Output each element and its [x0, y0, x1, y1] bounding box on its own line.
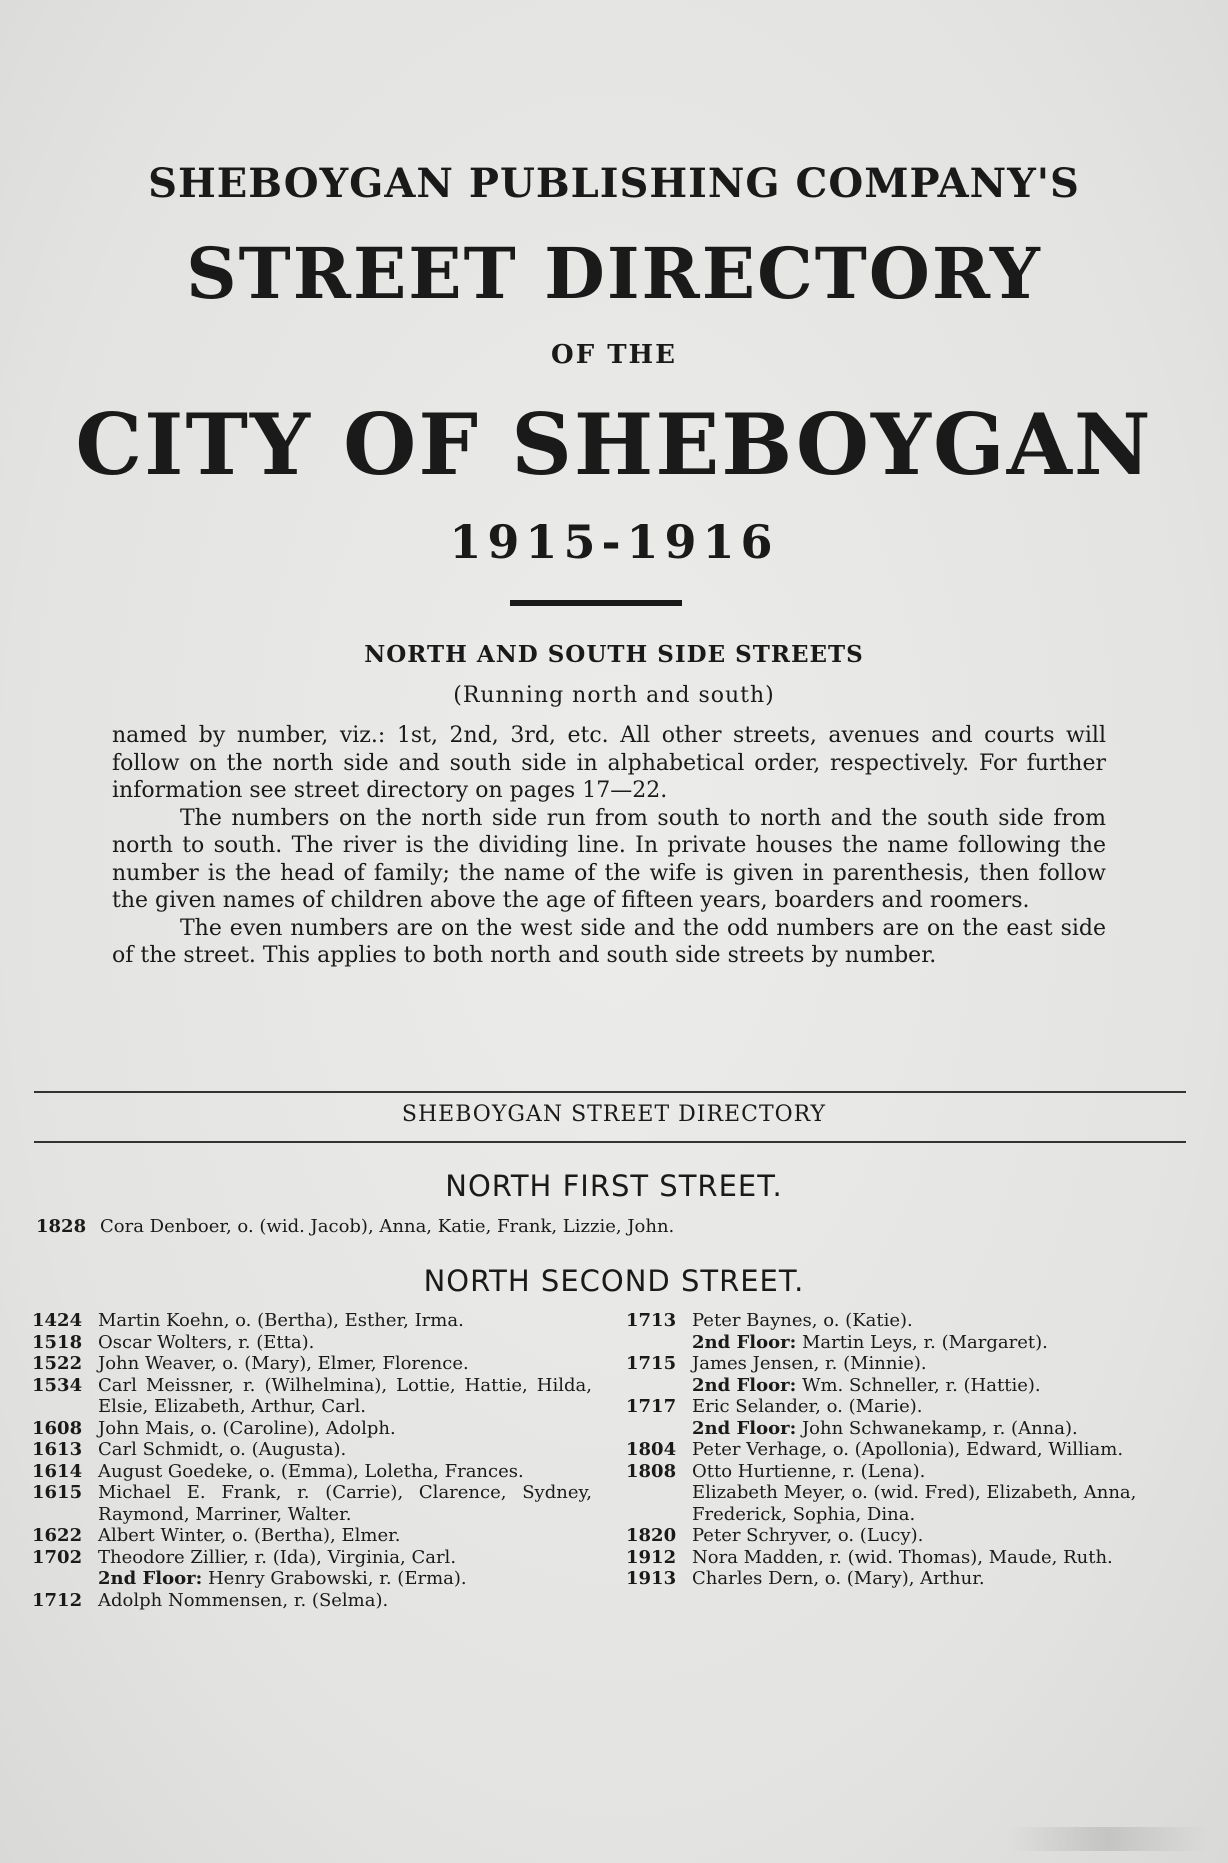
directory-entry	[626, 1525, 1186, 1547]
floor-label: 2nd Floor:	[692, 1417, 797, 1439]
continuation-entry: Elizabeth Meyer, o. (wid. Fred), Elizabeth, Anna, Frederick, Sophia, Dina.	[692, 1482, 1137, 1525]
directory-entry	[32, 1461, 592, 1483]
house-number: 1534	[32, 1374, 83, 1396]
years-title: 1915-1916	[449, 515, 779, 569]
resident-text: Albert Winter, o. (Bertha), Elmer.	[98, 1525, 401, 1546]
house-number: 1715	[626, 1353, 677, 1374]
house-number: 1518	[32, 1331, 83, 1353]
house-number: 1622	[32, 1525, 83, 1546]
intro-paragraph-3: The even numbers are on the west side and the odd numbers are on the east side of the street. This applies to both north and south side streets by number.	[112, 915, 1106, 968]
intro-paragraph-2: The numbers on the north side run from south to north and the south side from north to south. The river is the dividing line. In private houses the name following the number is the head of family; the name of the wife is given in parenthesis, then follow the given names of children above the age of fifteen years, boarders and roomers.	[112, 805, 1106, 913]
resident-text: Otto Hurtienne, r. (Lena).	[692, 1460, 926, 1482]
running-head-bottom-rule	[34, 1141, 1186, 1143]
house-number: 1615	[32, 1482, 83, 1503]
floor-entry	[626, 1375, 1186, 1397]
resident-text: Carl Schmidt, o. (Augusta).	[98, 1439, 347, 1460]
north-second-left-column	[32, 1310, 592, 1611]
section-header-subtitle: (Running north and south)	[453, 683, 775, 708]
directory-entry	[32, 1439, 592, 1461]
directory-entry	[32, 1375, 592, 1418]
directory-entry	[626, 1353, 1186, 1375]
resident-text: Peter Schryver, o. (Lucy).	[692, 1525, 924, 1546]
resident-text: Martin Koehn, o. (Bertha), Esther, Irma.	[98, 1310, 464, 1331]
house-number: 1613	[32, 1439, 83, 1460]
north-second-street-heading: NORTH SECOND STREET.	[423, 1264, 805, 1298]
intro-paragraph-1: named by number, viz.: 1st, 2nd, 3rd, etc. All other streets, avenues and courts will follow on the north side and south side in alphabetical order, respectively. For further information see street directory on pages 17—22.	[112, 723, 1106, 803]
house-number: 1713	[626, 1310, 677, 1331]
resident-text: Charles Dern, o. (Mary), Arthur.	[692, 1568, 985, 1589]
house-number: 1820	[626, 1525, 677, 1546]
directory-entry	[36, 1216, 1186, 1237]
house-number: 1712	[32, 1589, 83, 1611]
floor-label: 2nd Floor:	[692, 1374, 797, 1396]
north-first-street-heading: NORTH FIRST STREET.	[445, 1169, 783, 1203]
resident-text: Carl Meissner, r. (Wilhelmina), Lottie, Hattie, Hilda, Elsie, Elizabeth, Arthur, Carl.	[98, 1374, 592, 1417]
resident-text: August Goedeke, o. (Emma), Loletha, Frances.	[98, 1460, 524, 1482]
resident-text: James Jensen, r. (Minnie).	[692, 1353, 927, 1374]
floor-label: 2nd Floor:	[98, 1568, 203, 1589]
title-divider	[510, 600, 682, 606]
resident-text: Martin Leys, r. (Margaret).	[801, 1331, 1048, 1353]
running-head-top-rule	[34, 1091, 1186, 1093]
house-number: 1804	[626, 1439, 677, 1460]
house-number: 1608	[32, 1417, 83, 1439]
house-number: 1828	[36, 1216, 87, 1237]
publisher-title: SHEBOYGAN PUBLISHING COMPANY'S	[148, 160, 1080, 207]
directory-entry	[32, 1547, 592, 1569]
house-number: 1912	[626, 1546, 677, 1568]
resident-text: Peter Baynes, o. (Katie).	[692, 1310, 913, 1331]
resident-text: John Mais, o. (Caroline), Adolph.	[98, 1417, 396, 1439]
resident-text: Cora Denboer, o. (wid. Jacob), Anna, Katie, Frank, Lizzie, John.	[100, 1216, 675, 1237]
floor-entry	[32, 1568, 592, 1590]
directory-title: STREET DIRECTORY	[186, 232, 1042, 315]
directory-entry	[626, 1568, 1186, 1590]
north-second-right-column	[626, 1310, 1186, 1590]
house-number: 1702	[32, 1546, 83, 1568]
resident-text: Wm. Schneller, r. (Hattie).	[801, 1374, 1041, 1396]
house-number: 1424	[32, 1310, 83, 1331]
floor-entry	[626, 1418, 1186, 1440]
directory-entry	[626, 1461, 1186, 1483]
running-head: SHEBOYGAN STREET DIRECTORY	[401, 1102, 827, 1127]
directory-entry	[626, 1310, 1186, 1332]
directory-entry	[32, 1418, 592, 1440]
directory-entry	[32, 1310, 592, 1332]
directory-entry	[32, 1590, 592, 1612]
directory-entry	[32, 1332, 592, 1354]
floor-entry	[626, 1332, 1186, 1354]
of-the-label: OF THE	[551, 340, 677, 370]
section-header-title: NORTH AND SOUTH SIDE STREETS	[364, 641, 864, 668]
house-number: 1522	[32, 1353, 83, 1374]
directory-entry	[32, 1482, 592, 1525]
resident-text: Eric Selander, o. (Marie).	[692, 1396, 923, 1417]
directory-entry	[626, 1439, 1186, 1461]
paper-smudge	[1008, 1827, 1208, 1851]
house-number: 1913	[626, 1568, 677, 1589]
resident-text: Theodore Zillier, r. (Ida), Virginia, Carl.	[98, 1546, 457, 1568]
resident-text: Michael E. Frank, r. (Carrie), Clarence, Sydney, Raymond, Marriner, Walter.	[98, 1482, 592, 1525]
intro-text	[112, 722, 1106, 970]
resident-text: Henry Grabowski, r. (Erma).	[207, 1568, 467, 1589]
directory-entry	[32, 1353, 592, 1375]
house-number: 1614	[32, 1460, 83, 1482]
directory-entry	[626, 1396, 1186, 1418]
directory-entry	[32, 1525, 592, 1547]
house-number: 1717	[626, 1396, 677, 1417]
resident-text: Oscar Wolters, r. (Etta).	[98, 1331, 315, 1353]
resident-text: Peter Verhage, o. (Apollonia), Edward, William.	[692, 1439, 1124, 1460]
resident-text: John Schwanekamp, r. (Anna).	[801, 1417, 1078, 1439]
resident-text: Nora Madden, r. (wid. Thomas), Maude, Ruth.	[692, 1546, 1113, 1568]
city-title: CITY OF SHEBOYGAN	[75, 395, 1153, 494]
resident-text: Adolph Nommensen, r. (Selma).	[98, 1589, 389, 1611]
resident-text: John Weaver, o. (Mary), Elmer, Florence.	[98, 1353, 469, 1374]
floor-label: 2nd Floor:	[692, 1331, 797, 1353]
directory-entry	[626, 1547, 1186, 1569]
house-number: 1808	[626, 1460, 677, 1482]
